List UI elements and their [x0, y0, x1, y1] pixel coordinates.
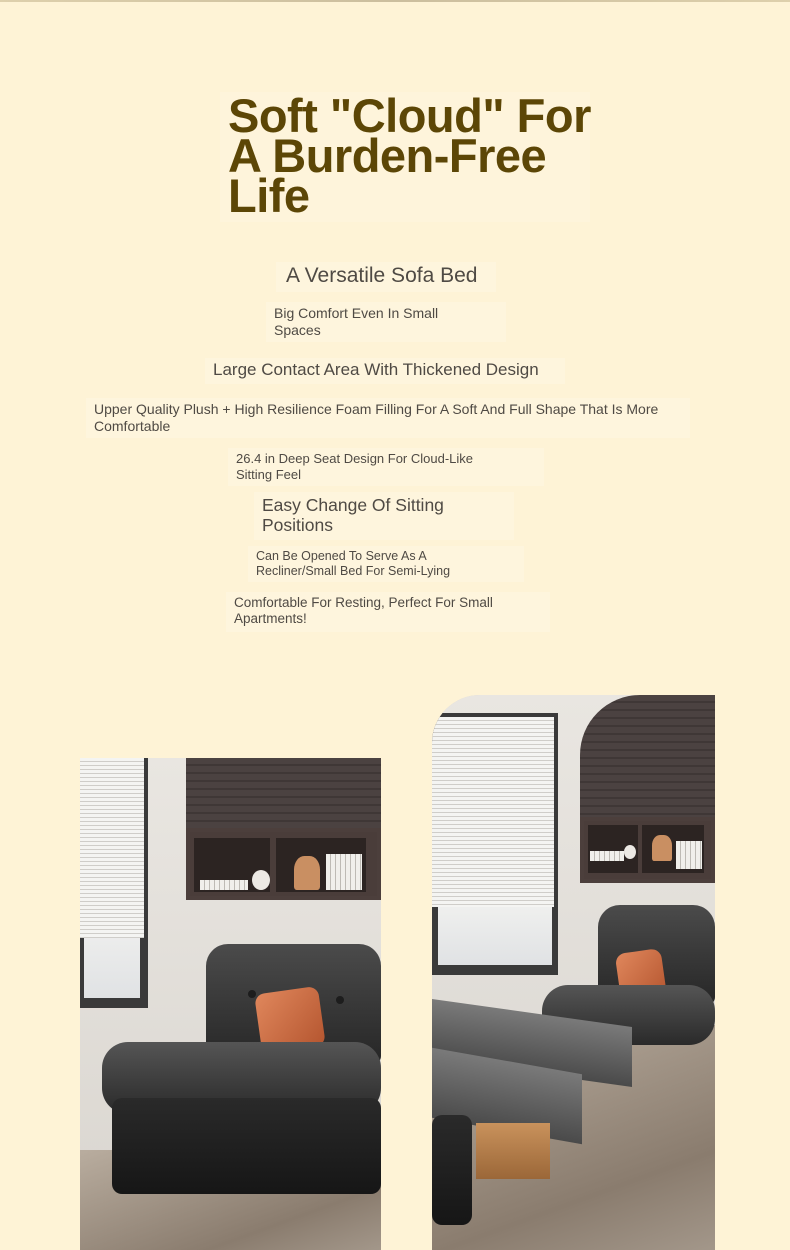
- window-blind: [432, 717, 554, 907]
- lamp: [652, 835, 672, 861]
- lamp: [294, 856, 320, 890]
- tufted-button: [248, 990, 256, 998]
- feature-contact: Large Contact Area With Thickened Design: [213, 360, 539, 379]
- shelf-panel: [580, 695, 715, 819]
- feature-filling: Upper Quality Plush + High Resilience Foam Filling For A Soft And Full Shape That Is More Comfortable: [94, 401, 659, 434]
- tufted-button: [336, 996, 344, 1004]
- feature-seat: 26.4 in Deep Seat Design For Cloud-Like Sitting Feel: [236, 451, 474, 482]
- books: [676, 841, 702, 869]
- storage-drawer: [476, 1123, 550, 1179]
- vase: [252, 870, 270, 890]
- bed-frame: [432, 1115, 472, 1225]
- books: [200, 880, 248, 890]
- top-border: [0, 0, 790, 2]
- books: [326, 854, 362, 890]
- feature-resting: Comfortable For Resting, Perfect For Small Apartments!: [234, 595, 493, 626]
- page-headline: Soft "Cloud" For A Burden-Free Life: [228, 89, 591, 222]
- shelf-panel: [186, 758, 381, 828]
- feature-comfort: Big Comfort Even In Small Spaces: [274, 305, 439, 338]
- sofa-open-photo: [432, 695, 715, 1250]
- vase: [624, 845, 636, 859]
- window-blind: [80, 758, 144, 938]
- sofa-closed-photo: [80, 758, 381, 1250]
- sofa-base: [112, 1098, 381, 1194]
- feature-subtitle: A Versatile Sofa Bed: [286, 264, 478, 287]
- feature-positions: Easy Change Of Sitting Positions: [262, 495, 444, 535]
- feature-recliner: Can Be Opened To Serve As A Recliner/Small Bed For Semi-Lying: [256, 549, 451, 578]
- books: [590, 851, 624, 861]
